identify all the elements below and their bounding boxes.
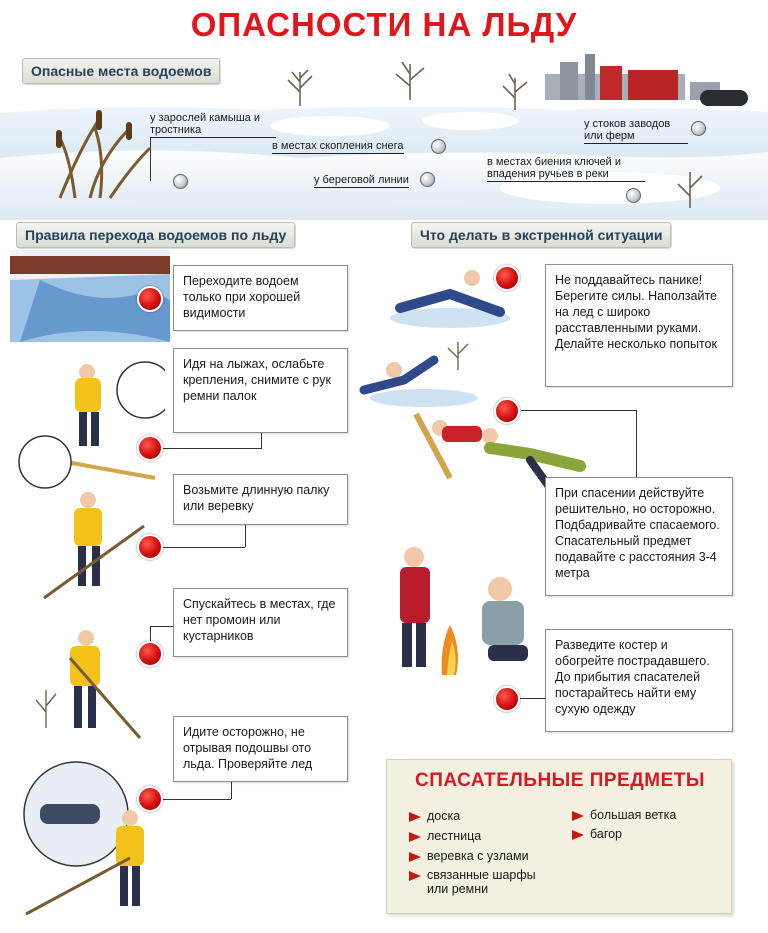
emergency-box-fire: Разведите костер и обогрейте пострадавшего. До прибытия спасателей постарайтесь найти ему сухую одежду	[545, 629, 733, 732]
arrow-icon	[409, 832, 421, 842]
rescue-item: багор	[572, 827, 622, 841]
connector-line	[163, 799, 231, 800]
arrow-icon	[409, 871, 421, 881]
red-marker	[494, 686, 520, 712]
arrow-icon	[409, 852, 421, 862]
connector-line	[150, 137, 151, 181]
skier-illustration	[15, 350, 165, 490]
red-marker	[137, 534, 163, 560]
connector-line	[163, 547, 245, 548]
connector-line	[261, 433, 262, 449]
marker-dot	[173, 174, 188, 189]
rescue-item: лестница	[409, 829, 481, 843]
connector-line	[150, 626, 174, 627]
arrow-icon	[572, 830, 584, 840]
marker-dot	[420, 172, 435, 187]
connector-line	[231, 782, 232, 799]
marker-dot	[431, 139, 446, 154]
descending-person-illustration	[30, 628, 150, 742]
red-marker	[494, 398, 520, 424]
danger-label-snow: в местах скопления снега	[272, 140, 404, 152]
marker-dot	[691, 121, 706, 136]
connector-line	[521, 410, 636, 411]
red-marker	[137, 435, 163, 461]
rule-box-visibility: Переходите водоем только при хорошей видимости	[173, 265, 348, 331]
emergency-header: Что делать в экстренной ситуации	[411, 222, 671, 248]
connector-line	[520, 698, 545, 699]
dangerous-places-header: Опасные места водоемов	[22, 58, 220, 84]
campfire-illustration	[392, 545, 542, 685]
danger-label-reeds: у зарослей камыша и тростника	[150, 112, 276, 138]
rescue-item: веревка с узлами	[409, 849, 529, 863]
marker-dot	[626, 188, 641, 203]
red-marker	[137, 641, 163, 667]
walking-on-ice-illustration	[20, 758, 160, 920]
rule-box-stick: Возьмите длинную палку или веревку	[173, 474, 348, 525]
arrow-icon	[572, 811, 584, 821]
danger-label-springs: в местах биения ключей и впадения ручьев в реки	[487, 156, 645, 182]
page-title: ОПАСНОСТИ НА ЛЬДУ	[190, 6, 578, 43]
rule-box-descend: Спускайтесь в местах, где нет промоин или кустарников	[173, 588, 348, 657]
person-with-stick-illustration	[40, 490, 150, 602]
connector-line	[245, 525, 246, 547]
rescue-item: большая ветка	[572, 808, 676, 822]
rule-box-skis: Идя на лыжах, ослабьте крепления, снимите с рук ремни палок	[173, 348, 348, 433]
red-marker	[137, 286, 163, 312]
rescue-items-panel	[386, 759, 732, 914]
person-in-water-illustration	[354, 340, 484, 410]
rescue-item: доска	[409, 809, 460, 823]
arrow-icon	[409, 812, 421, 822]
danger-label-shore: у береговой линии	[314, 174, 409, 186]
crossing-rules-header: Правила перехода водоемов по льду	[16, 222, 295, 248]
connector-line	[636, 410, 637, 477]
red-marker	[137, 786, 163, 812]
rescue-item: связанные шарфы или ремни	[409, 868, 536, 896]
emergency-box-rescue: При спасении действуйте решительно, но осторожно. Подбадривайте спасаемого. Спасательный предмет подавайте с расстояния 3-4 метра	[545, 477, 733, 596]
connector-line	[163, 448, 261, 449]
emergency-box-crawl: Не поддавайтесь панике! Берегите силы. Наползайте на лед с широко расставленными руками. Делайте несколько попыток	[545, 264, 733, 387]
rescue-items-title: СПАСАТЕЛЬНЫЕ ПРЕДМЕТЫ	[415, 770, 705, 791]
danger-label-factory: у стоков заводов или ферм	[584, 118, 688, 144]
red-marker	[494, 265, 520, 291]
rule-box-walk: Идите осторожно, не отрывая подошвы ото льда. Проверяйте лед	[173, 716, 348, 782]
